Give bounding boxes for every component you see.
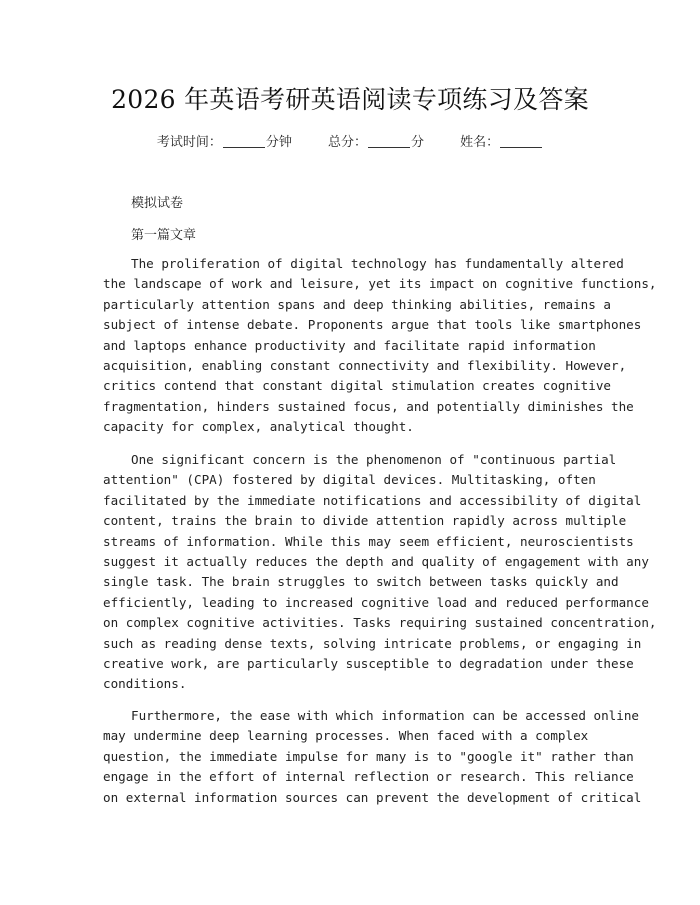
section-heading: 模拟试卷 — [131, 196, 184, 211]
paragraph-line: acquisition, enabling constant connectivity and flexibility. However, — [103, 358, 627, 374]
paragraph-1 — [103, 254, 657, 438]
paragraph-line: engage in the effort of internal reflection or research. This reliance — [103, 769, 634, 785]
exam-info-line — [0, 131, 700, 150]
paragraph-line: content, trains the brain to divide attention rapidly across multiple — [103, 513, 627, 529]
paragraph-line: may undermine deep learning processes. When faced with a complex — [103, 728, 589, 744]
name-blank — [500, 135, 542, 148]
paragraph-2 — [103, 450, 657, 695]
paragraph-line: streams of information. While this may seem efficient, neuroscientists — [103, 533, 634, 549]
paragraph-line: on external information sources can prevent the development of critical — [103, 789, 642, 805]
paragraph-line: particularly attention spans and deep thinking abilities, remains a — [103, 296, 611, 312]
paragraph-line: conditions. — [103, 676, 187, 692]
passage-heading: 第一篇文章 — [131, 228, 197, 243]
total-score-label: 总分： — [327, 135, 367, 150]
exam-time-label: 考试时间： — [156, 135, 222, 150]
name-label: 姓名： — [460, 135, 500, 150]
name-field — [460, 135, 543, 150]
paragraph-line: The proliferation of digital technology has fundamentally altered — [131, 256, 624, 271]
paragraph-line: capacity for complex, analytical thought. — [103, 419, 414, 435]
paragraph-line: subject of intense debate. Proponents argue that tools like smartphones — [103, 317, 642, 333]
paragraph-line: efficiently, leading to increased cognitive load and reduced performance — [103, 594, 649, 610]
paragraph-line: and laptops enhance productivity and facilitate rapid information — [103, 337, 596, 353]
paragraph-line: critics contend that constant digital stimulation creates cognitive — [103, 378, 611, 394]
exam-time-unit: 分钟 — [265, 135, 292, 150]
paragraph-line: the landscape of work and leisure, yet its impact on cognitive functions, — [103, 276, 657, 292]
paragraph-line: question, the immediate impulse for many is to "google it" rather than — [103, 748, 634, 764]
paragraph-line: fragmentation, hinders sustained focus, and potentially diminishes the — [103, 398, 634, 414]
paragraph-line: creative work, are particularly susceptible to degradation under these — [103, 656, 634, 672]
paragraph-line: single task. The brain struggles to switch between tasks quickly and — [103, 574, 619, 590]
document-title: 2026 年英语考研英语阅读专项练习及答案 — [111, 85, 589, 114]
total-score-field — [328, 135, 424, 150]
paragraph-line: Furthermore, the ease with which information can be accessed online — [131, 708, 639, 723]
paragraph-3 — [103, 706, 642, 808]
exam-time-field — [157, 135, 292, 150]
paragraph-line: such as reading dense texts, solving intricate problems, or engaging in — [103, 635, 642, 651]
paragraph-line: suggest it actually reduces the depth and quality of engagement with any — [103, 554, 649, 570]
exam-time-blank — [223, 135, 265, 148]
total-score-blank — [368, 135, 410, 148]
paragraph-line: attention" (CPA) fostered by digital devices. Multitasking, often — [103, 472, 596, 488]
paragraph-line: One significant concern is the phenomenon of "continuous partial — [131, 452, 617, 467]
total-score-unit: 分 — [411, 135, 425, 150]
paragraph-line: on complex cognitive activities. Tasks requiring sustained concentration, — [103, 615, 657, 631]
paragraph-line: facilitated by the immediate notifications and accessibility of digital — [103, 492, 642, 508]
